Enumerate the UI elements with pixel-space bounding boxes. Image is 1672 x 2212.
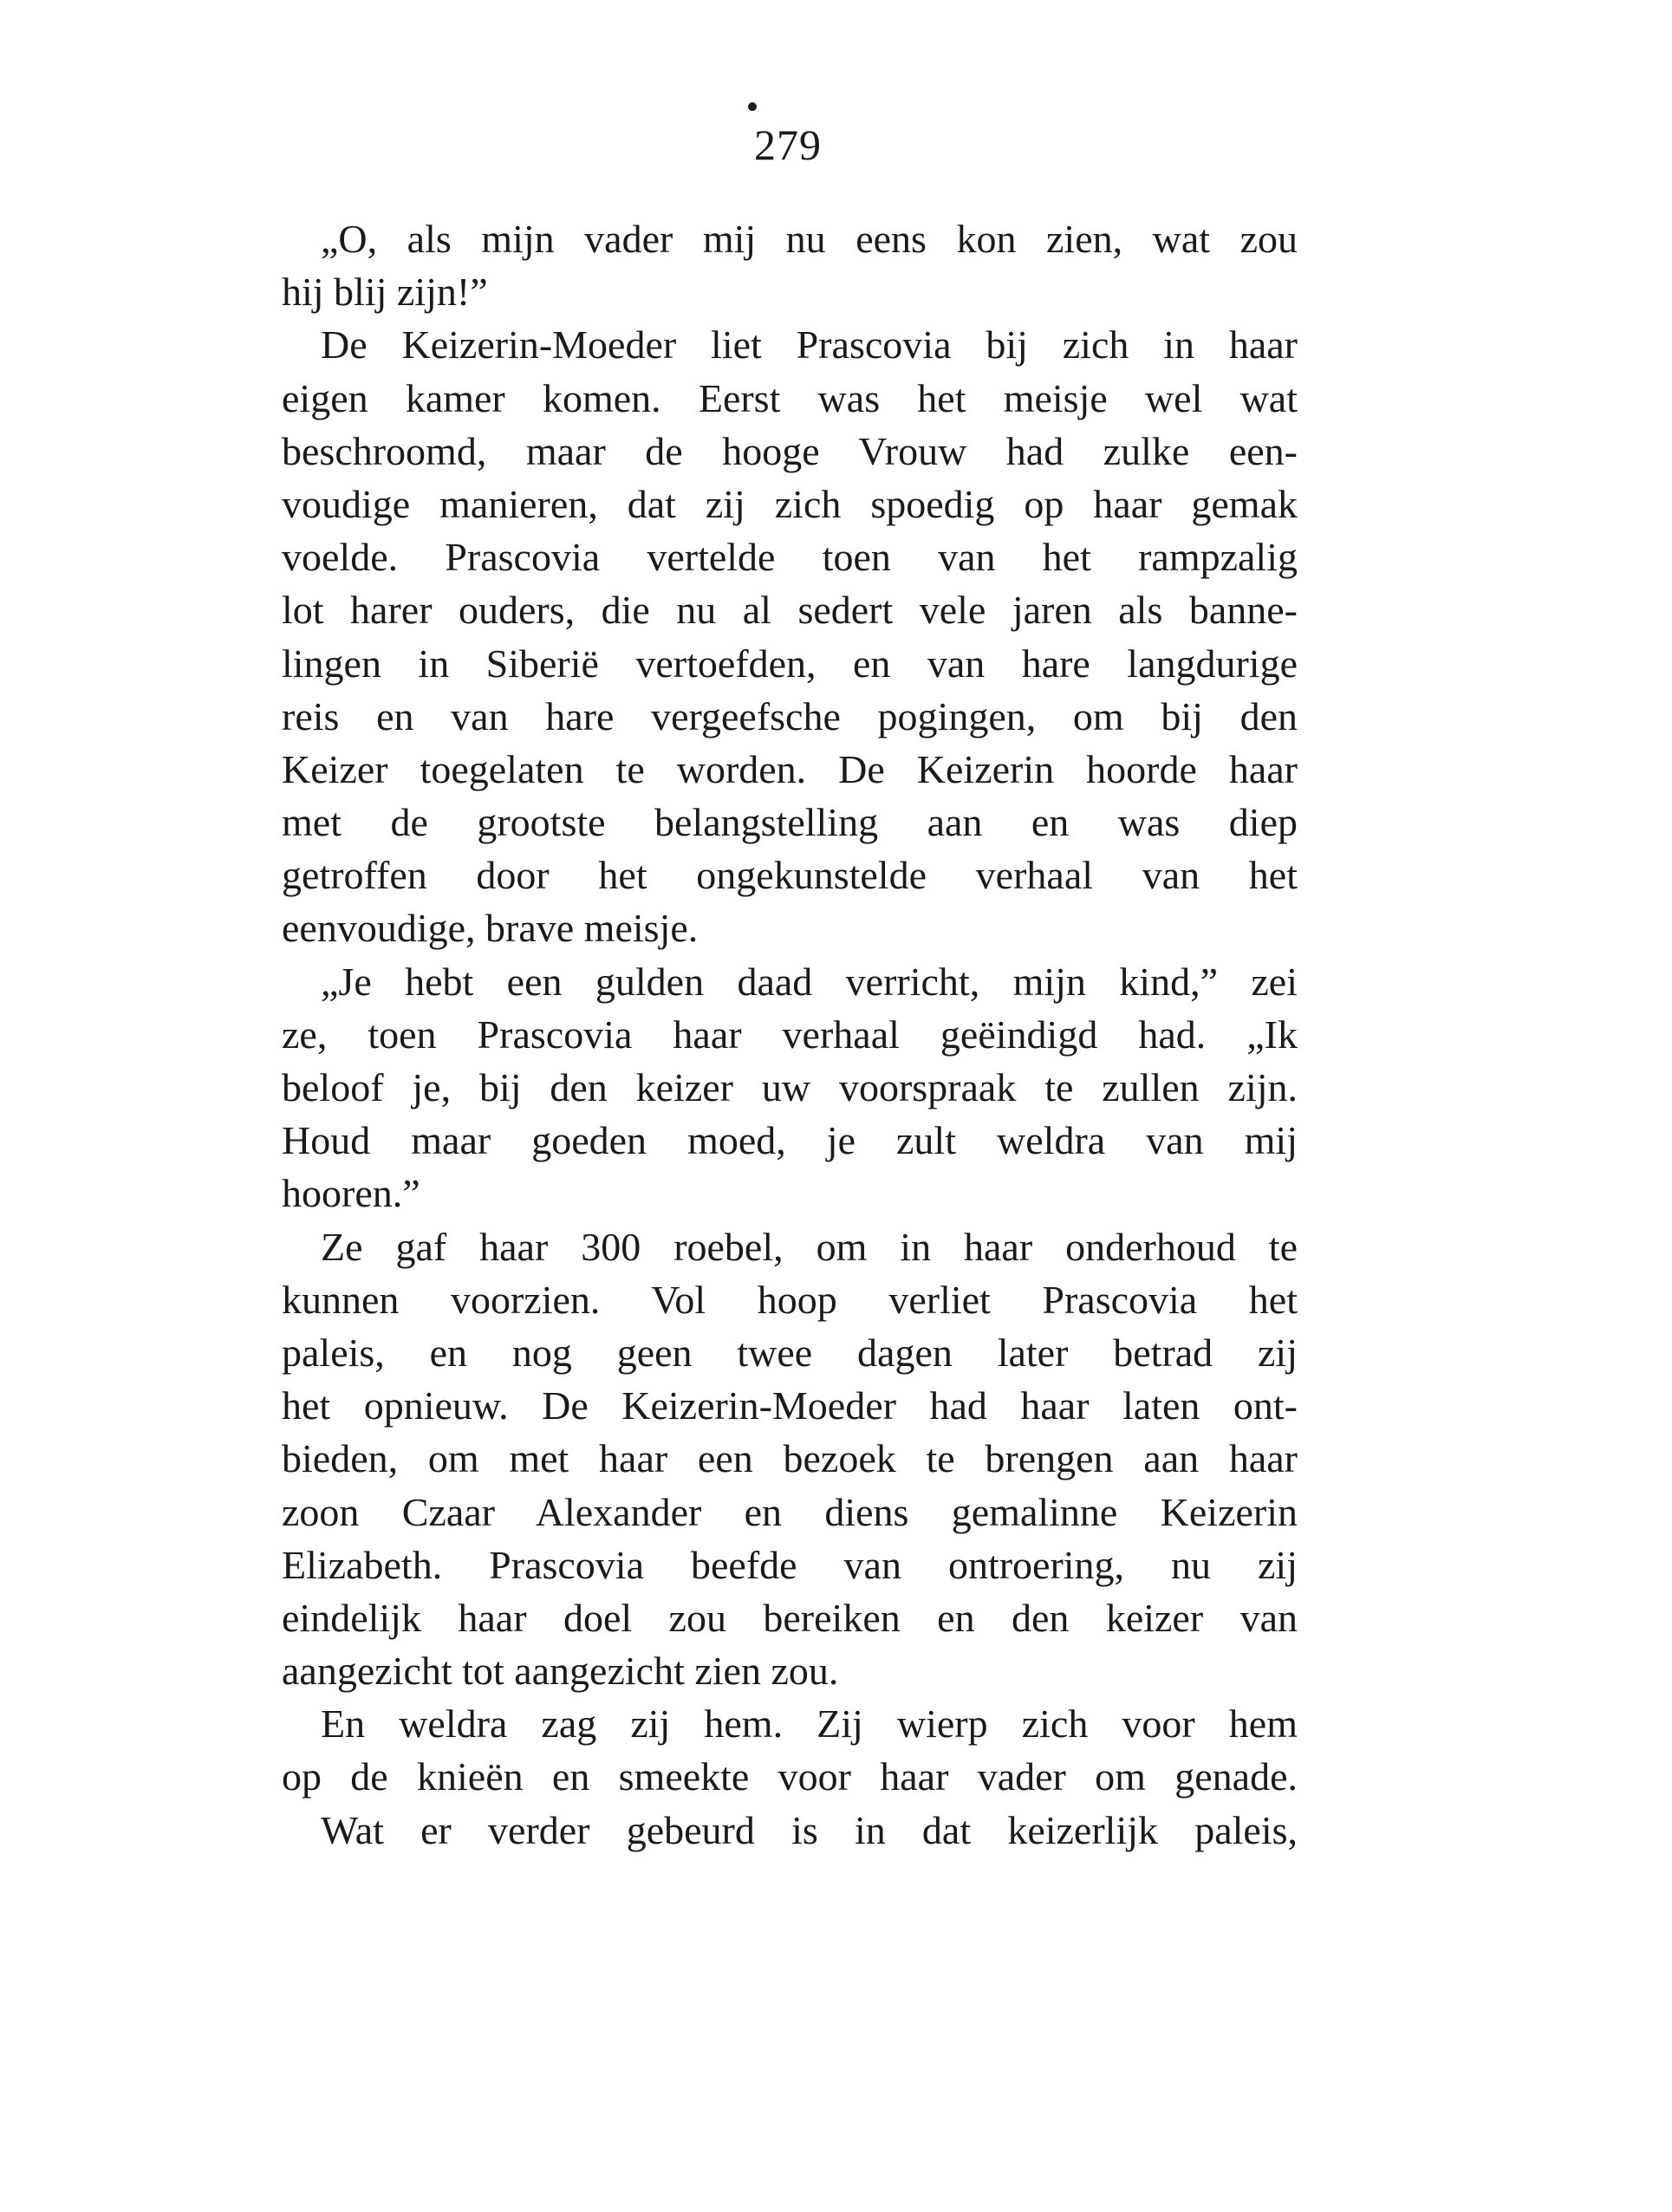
text-line: lingen in Siberië vertoefden, en van hare langdurige — [282, 641, 1298, 686]
text-line: eigen kamer komen. Eerst was het meisje wel wat — [282, 375, 1298, 420]
text-line: reis en van hare vergeefsche pogingen, om bij den — [282, 693, 1298, 738]
text-line: Keizer toegelaten te worden. De Keizerin hoorde haar — [282, 746, 1298, 791]
text-line: lot harer ouders, die nu al sedert vele jaren als banne- — [282, 588, 1298, 633]
page-number: 279 — [754, 120, 822, 169]
text-line: eindelijk haar doel zou bereiken en den keizer van — [282, 1595, 1298, 1640]
text-line: Wat er verder gebeurd is in dat keizerlijk paleis, — [321, 1807, 1298, 1852]
text-line: op de knieën en smeekte voor haar vader om genade. — [282, 1754, 1298, 1799]
text-line: ze, toen Prascovia haar verhaal geëindigd had. „Ik — [282, 1012, 1298, 1057]
text-line: En weldra zag zij hem. Zij wierp zich voor hem — [321, 1701, 1298, 1747]
printer-dot-mark — [748, 102, 757, 111]
text-line: Elizabeth. Prascovia beefde van ontroering, nu zij — [282, 1542, 1298, 1587]
text-line: paleis, en nog geen twee dagen later betrad zij — [282, 1330, 1298, 1375]
text-line: met de grootste belangstelling aan en was diep — [282, 800, 1298, 845]
text-line: Houd maar goeden moed, je zult weldra van mij — [282, 1118, 1298, 1163]
body-text — [282, 212, 1298, 1857]
text-line: hooren.” — [282, 1171, 420, 1216]
text-line: zoon Czaar Alexander en diens gemalinne Keizerin — [282, 1489, 1298, 1534]
text-line: beschroomd, maar de hooge Vrouw had zulke een- — [282, 428, 1298, 473]
text-line: Ze gaf haar 300 roebel, om in haar onderhoud te — [321, 1224, 1298, 1269]
text-line: „O, als mijn vader mij nu eens kon zien, wat zou — [321, 217, 1298, 261]
text-line: kunnen voorzien. Vol hoop verliet Prascovia het — [282, 1277, 1298, 1322]
text-line: „Je hebt een gulden daad verricht, mijn kind,” zei — [321, 959, 1298, 1004]
text-line: aangezicht tot aangezicht zien zou. — [282, 1649, 839, 1694]
text-line: getroffen door het ongekunstelde verhaal van het — [282, 853, 1298, 898]
text-line: eenvoudige, brave meisje. — [282, 906, 699, 951]
text-line: het opnieuw. De Keizerin-Moeder had haar laten ont- — [282, 1383, 1298, 1428]
text-line: voelde. Prascovia vertelde toen van het rampzalig — [282, 535, 1298, 580]
text-line: voudige manieren, dat zij zich spoedig op haar gemak — [282, 481, 1298, 526]
text-line: bieden, om met haar een bezoek te brengen aan haar — [282, 1436, 1298, 1481]
text-line: De Keizerin-Moeder liet Prascovia bij zich in haar — [321, 322, 1298, 368]
text-line: beloof je, bij den keizer uw voorspraak te zullen zijn. — [282, 1065, 1298, 1109]
text-line: hij blij zijn!” — [282, 270, 488, 315]
